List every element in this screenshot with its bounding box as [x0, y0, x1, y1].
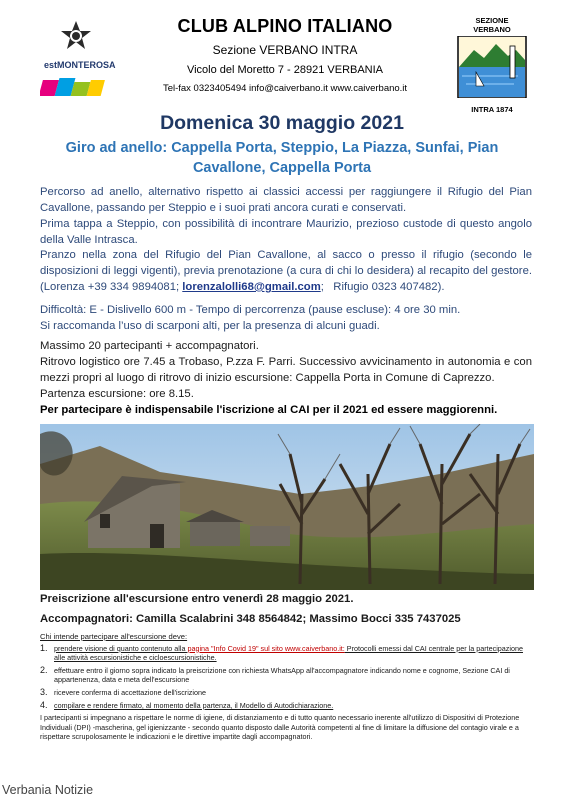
event-subtitle: Giro ad anello: Cappella Porta, Steppio, La Piazza, Sunfai, Pian Cavallone, Cappella Porta	[65, 140, 499, 176]
rule-number: 2.	[40, 664, 48, 675]
difficulty-line: Difficoltà: E - Dislivello 600 m - Tempo di percorrenza (pause escluse): 4 ore 30 min.	[40, 304, 461, 316]
rule-number: 3.	[40, 686, 48, 697]
max-participants: Massimo 20 partecipanti + accompagnatori.	[40, 340, 259, 352]
rules-list	[40, 644, 534, 711]
rule-number: 1.	[40, 642, 48, 653]
email-link[interactable]: lorenzalolli68@gmail.com	[182, 281, 321, 293]
address: Vicolo del Moretto 7 - 28921 VERBANIA	[186, 64, 384, 76]
rules-intro: Chi intende partecipare all'escursione deve:	[40, 632, 188, 641]
source-watermark: Verbania Notizie	[2, 783, 94, 797]
rule-item	[40, 688, 534, 698]
paragraph-lunch	[40, 247, 554, 295]
club-name: CLUB ALPINO ITALIANO	[177, 16, 393, 36]
paragraph-logistics	[40, 338, 532, 402]
membership-requirement: Per partecipare è indispensabile l'iscrizione al CAI per il 2021 ed essere maggiorenni.	[40, 404, 498, 416]
rule-2-text: effettuare entro il giorno sopra indicato la preiscrizione con richiesta WhatsApp all'accompagnatore indicando nome e cognome, Sezione CAI di appartenenza, data e meta dell'escursione	[54, 665, 510, 685]
left-logo-text: estMONTEROSA	[44, 60, 116, 70]
rule-3-text: ricevere conferma di accettazione dell'iscrizione	[54, 687, 206, 697]
header-block	[130, 16, 440, 94]
event-date-title: Domenica 30 maggio 2021	[160, 112, 404, 134]
guides-contacts: Accompagnatori: Camilla Scalabrini 348 8564842; Massimo Bocci 335 7437025	[40, 613, 461, 625]
rules-closing: I partecipanti si impegnano a rispettare le norme di igiene, di distanziamento e di tutto quanto necessario inerente all'utilizzo di Dispositivi di Protezione Individuali (DPI) -mascherina, gel igienizzante - secondo quanto disposto dalle Autorità competenti al fine di limitare la diffusione del contagio virale e a rispettare scrupolosamente le indicazioni e le direttive impartite dagli accompagnatori.	[40, 713, 520, 742]
preregistration-deadline: Preiscrizione all'escursione entro venerdì 28 maggio 2021.	[40, 593, 354, 605]
lunch-text-b: ; Rifugio 0323 407482).	[320, 281, 445, 293]
rule-item	[40, 666, 534, 685]
rule-4-text: compilare e rendere firmato, al momento della partenza, il Modello di Autodichiarazione.	[54, 700, 334, 710]
right-logo-bottom-text: INTRA 1874	[471, 105, 513, 114]
cai-est-monterosa-logo	[40, 18, 116, 100]
mountain-hut-photo	[40, 424, 534, 590]
paragraph-route-a: Percorso ad anello, alternativo rispetto ai classici accessi per raggiungere il Rifugio del Pian Cavallone, passando per Steppio e i suoi prati ancora curati e conservati.	[40, 186, 532, 214]
lunch-text-a: Pranzo nella zona del Rifugio del Pian Cavallone, al sacco o presso il rifugio (secondo le disposizioni di leggi vigenti), previa prenotazione (a cura di chi lo desidera) al recapito del gestore. (Lorenza +39 334 9894081;	[40, 249, 554, 293]
rule-item	[40, 644, 534, 663]
paragraph-difficulty	[40, 302, 532, 334]
rule-item	[40, 701, 534, 711]
rule-number: 4.	[40, 699, 48, 710]
lake-mountain-icon	[456, 36, 528, 98]
right-logo-top-text: SEZIONE VERBANO	[473, 16, 511, 34]
rule-1-text-a: prendere visione di quanto contenuto alla	[54, 643, 188, 653]
covid-info-link[interactable]: pagina "Info Covid 19" sul sito www.caiverbano.it:	[187, 643, 345, 653]
departure-time: Partenza escursione: ore 8.15.	[40, 388, 194, 400]
participation-rules	[40, 632, 534, 742]
meeting-point: Ritrovo logistico ore 7.45 a Trobaso, P.zza F. Parri. Successivo avvicinamento in autonomia e con mezzi propri al luogo di ritrovo di inizio escursione: Cappella Porta in Comune di Caprezzo.	[40, 356, 532, 384]
sezione-verbano-logo	[456, 16, 528, 114]
section-name: Sezione VERBANO INTRA	[212, 43, 358, 57]
boots-line: Si raccomanda l’uso di scarponi alti, per la presenza di alcuni guadi.	[40, 320, 380, 332]
paragraph-route	[40, 184, 532, 248]
rule-1-text-b: Protocolli emessi dal CAI centrale per la partecipazione alle attività escursionistiche e cicloescursionistiche.	[54, 643, 523, 663]
contacts: Tel-fax 0323405494 info@caiverbano.it www.caiverbano.it	[162, 83, 408, 94]
paragraph-route-b: Prima tappa a Steppio, con possibilità di incontrare Maurizio, prezioso custode di questo angolo della Valle Intrasca.	[40, 218, 532, 246]
